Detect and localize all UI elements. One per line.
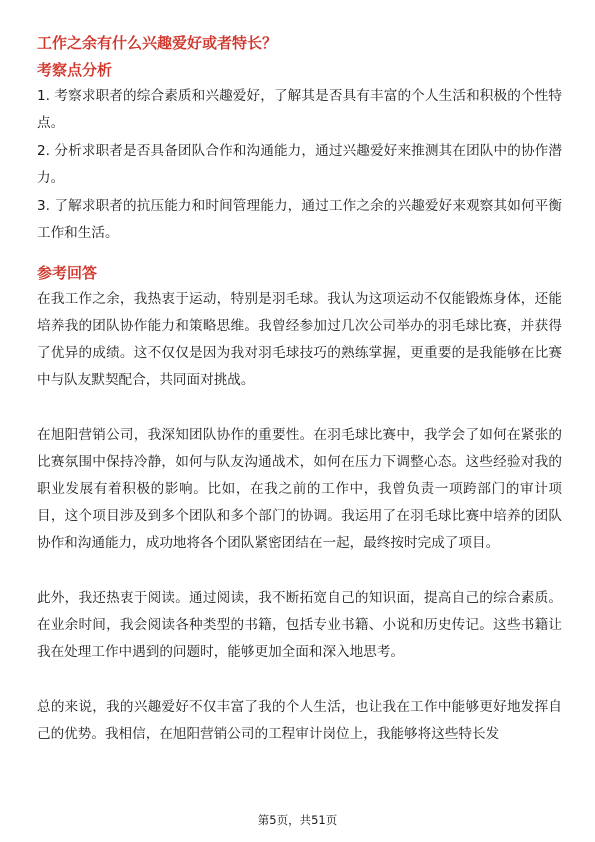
analysis-item: 1. 考察求职者的综合素质和兴趣爱好，了解其是否具有丰富的个人生活和积极的个性特点。 xyxy=(37,88,562,131)
answer-body xyxy=(37,286,562,748)
answer-paragraph: 总的来说，我的兴趣爱好不仅丰富了我的个人生活，也让我在工作中能够更好地发挥自己的优势。我相信，在旭阳营销公司的工程审计岗位上，我能够将这些特长发 xyxy=(37,699,562,742)
document-page xyxy=(37,32,562,748)
analysis-item: 2. 分析求职者是否具备团队合作和沟通能力，通过兴趣爱好来推测其在团队中的协作潜力。 xyxy=(37,143,562,186)
analysis-item: 3. 了解求职者的抗压能力和时间管理能力，通过工作之余的兴趣爱好来观察其如何平衡工作和生活。 xyxy=(37,198,562,241)
answer-paragraph: 在旭阳营销公司，我深知团队协作的重要性。在羽毛球比赛中，我学会了如何在紧张的比赛氛围中保持冷静，如何与队友沟通战术，如何在压力下调整心态。这些经验对我的职业发展有着积极的影响。比如，在我之前的工作中，我曾负责一项跨部门的审计项目，这个项目涉及到多个团队和多个部门的协调。我运用了在羽毛球比赛中培养的团队协作和沟通能力，成功地将各个团队紧密团结在一起，最终按时完成了项目。 xyxy=(37,427,562,551)
answer-paragraph: 在我工作之余，我热衷于运动，特别是羽毛球。我认为这项运动不仅能锻炼身体，还能培养我的团队协作能力和策略思维。我曾经参加过几次公司举办的羽毛球比赛，并获得了优异的成绩。这不仅仅是因为我对羽毛球技巧的熟练掌握，更重要的是我能够在比赛中与队友默契配合，共同面对挑战。 xyxy=(37,291,562,388)
analysis-heading: 考察点分析 xyxy=(37,61,113,79)
analysis-list xyxy=(37,83,562,247)
answer-heading: 参考回答 xyxy=(37,264,98,282)
question-title: 工作之余有什么兴趣爱好或者特长？ xyxy=(37,34,278,52)
answer-paragraph: 此外，我还热衷于阅读。通过阅读，我不断拓宽自己的知识面，提高自己的综合素质。在业余时间，我会阅读各种类型的书籍，包括专业书籍、小说和历史传记。这些书籍让我在处理工作中遇到的问题时，能够更加全面和深入地思考。 xyxy=(37,590,562,660)
page-number: 第5页，共51页 xyxy=(257,813,338,827)
